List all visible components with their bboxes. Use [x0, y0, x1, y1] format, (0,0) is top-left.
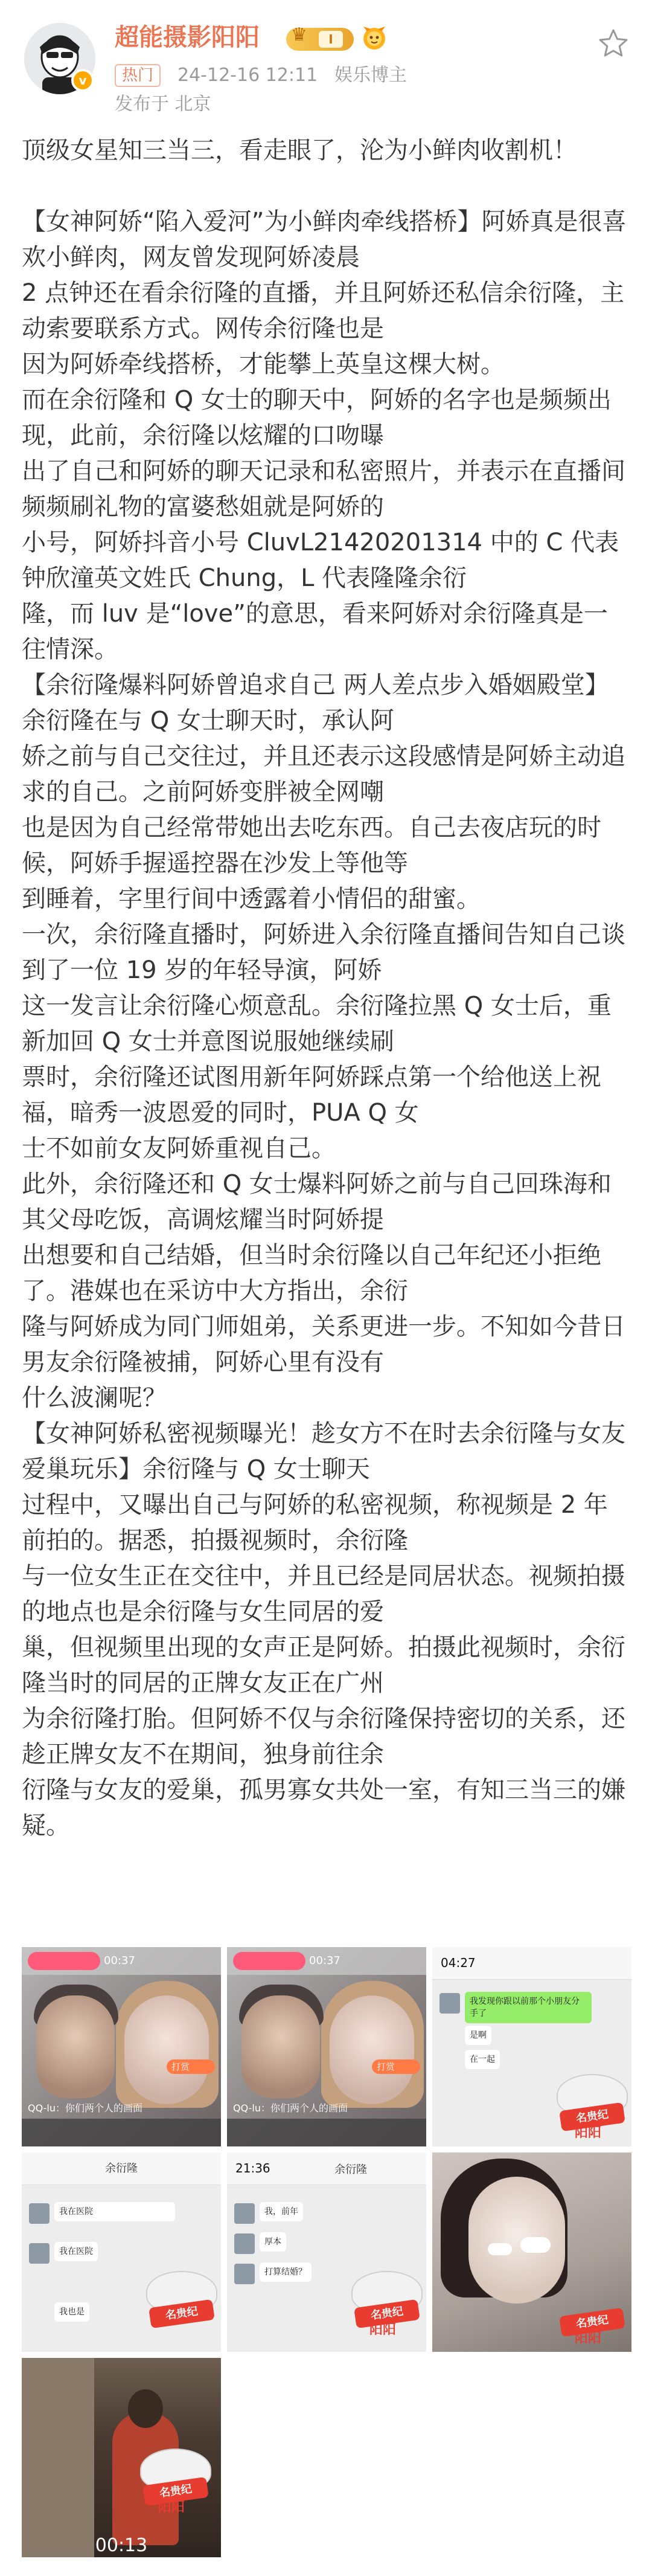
image-livestream-2[interactable] — [227, 1947, 426, 2146]
post-line: 为余衍隆打胎。但阿娇不仅与余衍隆保持密切的关系，还趁正牌女友不在期间，独身前往余 — [22, 1705, 625, 1768]
photo-figure — [124, 1995, 209, 2104]
chat-bubble: 在一起 — [465, 2050, 500, 2069]
watermark-label-text: 名贵纪 — [575, 2313, 610, 2331]
post-line: 顶级女星知三当三，看走眼了，沦为小鲜肉收割机！ — [22, 137, 577, 164]
paragraph-gap — [22, 169, 631, 204]
favorite-star-icon[interactable] — [596, 27, 630, 60]
video-thumbnail[interactable] — [22, 2358, 221, 2557]
watermark — [146, 2271, 217, 2337]
hot-tag: 热门 — [115, 64, 161, 87]
chat-avatar — [29, 2243, 50, 2264]
live-host-pill — [28, 1952, 100, 1970]
live-bottombar — [227, 2119, 426, 2146]
photo-figure — [330, 1995, 414, 2104]
post-location: 发布于 北京 — [115, 94, 211, 115]
watermark-label-text: 名贵纪 — [575, 2108, 610, 2125]
watermark — [351, 2271, 423, 2337]
chat-status-time: 21:36 — [235, 2161, 270, 2175]
watermark-label-text: 名贵纪 — [369, 2305, 404, 2322]
member-level-badge[interactable] — [286, 24, 354, 51]
live-timer: 00:37 — [104, 1954, 135, 1967]
post-line: 【余衍隆爆料阿娇曾追求自己 两人差点步入婚姻殿堂】余衍隆在与 Q 女士聊天时，承认阿 — [22, 671, 609, 735]
live-comment: QQ-lu：你们两个人的画面 — [28, 2102, 142, 2114]
watermark-name: 阳阳 — [575, 2125, 602, 2140]
photo-detail — [520, 2237, 551, 2253]
chat-avatar — [439, 1993, 460, 2014]
crown-icon: ♛ — [291, 24, 307, 45]
verified-badge: v — [71, 69, 94, 92]
chat-title: 余衍隆 — [105, 2162, 138, 2175]
watermark-name: 阳阳 — [158, 2500, 185, 2515]
post-line: 也是因为自己经常带她出去吃东西。自己去夜店玩的时候，阿娇手握遥控器在沙发上等他等 — [22, 814, 601, 877]
post-line: 出想要和自己结婚，但当时余衍隆以自己年纪还小拒绝了。港媒也在采访中大方指出，余衍 — [22, 1241, 601, 1305]
watermark-name: 阳阳 — [575, 2331, 602, 2346]
post-line: 隆与阿娇成为同门师姐弟，关系更进一步。不知如今昔日男友余衍隆被捕，阿娇心里有没有 — [22, 1313, 625, 1376]
watermark-name: 阳阳 — [369, 2322, 397, 2337]
post-line: 这一发言让余衍隆心烦意乱。余衍隆拉黑 Q 女士后，重新加回 Q 女士并意图说服她继续刷 — [22, 992, 612, 1055]
post-line: 到睡着，字里行间中透露着小情侣的甜蜜。 — [22, 885, 481, 913]
image-selfie[interactable] — [432, 2153, 631, 2352]
image-chat-1[interactable] — [432, 1947, 631, 2146]
chat-bubble: 打算结婚？ — [260, 2262, 312, 2282]
post-line: 士不如前女友阿娇重视自己。 — [22, 1135, 336, 1162]
post-line: 与一位女生正在交往中，并且已经是同居状态。视频拍摄的地点也是余衍隆与女生同居的爱 — [22, 1562, 625, 1626]
watermark — [557, 2074, 628, 2140]
live-host-pill — [233, 1952, 305, 1970]
photo-figure — [36, 1995, 115, 2098]
post-line: 【女神阿娇私密视频曝光！趁女方不在时去余衍隆与女友爱巢玩乐】余衍隆与 Q 女士聊天 — [22, 1420, 625, 1483]
post-line: 什么波澜呢？ — [22, 1384, 167, 1412]
chat-bubble: 是啊 — [465, 2026, 491, 2045]
fan-badge-icon[interactable] — [360, 23, 389, 52]
post-header — [0, 0, 652, 130]
watermark-label-text: 名贵纪 — [164, 2305, 199, 2322]
gift-flag-label: 打赏 — [171, 2061, 190, 2072]
author-role: 娱乐博主 — [334, 65, 407, 86]
chat-avatar — [29, 2203, 50, 2224]
chat-bubble: 我也是 — [54, 2302, 89, 2322]
watermark — [557, 2279, 628, 2346]
post-line: 过程中，又曝出自己与阿娇的私密视频，称视频是 2 年前拍的。据悉，拍摄视频时，余衍隆 — [22, 1491, 608, 1554]
chat-avatar — [234, 2203, 255, 2224]
live-comment: QQ-lu：你们两个人的画面 — [233, 2102, 348, 2114]
member-level: I — [319, 31, 343, 48]
video-scene — [22, 2358, 94, 2557]
live-bottombar — [22, 2119, 221, 2146]
chat-bubble: 我发现你跟以前那个小朋友分手了 — [465, 1992, 592, 2023]
watermark — [140, 2449, 211, 2515]
post-line: 此外，余衍隆还和 Q 女士爆料阿娇之前与自己回珠海和其父母吃饭，高调炫耀当时阿娇提 — [22, 1170, 612, 1234]
post-line: 巢，但视频里出现的女声正是阿娇。拍摄此视频时，余衍隆当时的同居的正牌女友正在广州 — [22, 1634, 625, 1697]
post-line: 娇之前与自己交往过，并且还表示这段感情是阿娇主动追求的自己。之前阿娇变胖被全网嘲 — [22, 742, 625, 806]
chat-status-time: 04:27 — [441, 1956, 476, 1970]
live-timer: 00:37 — [309, 1954, 340, 1967]
chat-bubble: 我，前年 — [260, 2202, 303, 2221]
post-line: 小号，阿娇抖音小号 CluvL21420201314 中的 C 代表钟欣潼英文姓氏 Chung，L 代表隆隆余衍 — [22, 529, 619, 592]
post-line: 2 点钟还在看余衍隆的直播，并且阿娇还私信余衍隆，主动索要联系方式。网传余衍隆也是 — [22, 279, 625, 343]
chat-bubble: 我在医院 — [54, 2242, 98, 2261]
post-line: 【女神阿娇“陷入爱河”为小鲜肉牵线搭桥】阿娇真是很喜欢小鲜肉，网友曾发现阿娇凌晨 — [22, 208, 627, 271]
image-chat-3[interactable] — [227, 2153, 426, 2352]
chat-bubble: 厚本 — [260, 2232, 286, 2252]
photo-figure — [241, 1995, 320, 2098]
post-line: 而在余衍隆和 Q 女士的聊天中，阿娇的名字也是频频出现，此前，余衍隆以炫耀的口吻曝 — [22, 386, 612, 449]
post-line: 一次，余衍隆直播时，阿娇进入余衍隆直播间告知自己谈到了一位 19 岁的年轻导演，阿娇 — [22, 921, 625, 984]
post-line: 衍隆与女友的爱巢，孤男寡女共处一室，有知三当三的嫌疑。 — [22, 1776, 625, 1840]
image-grid — [22, 1947, 631, 2572]
username[interactable]: 超能摄影阳阳 — [115, 24, 260, 51]
chat-avatar — [234, 2264, 255, 2284]
post-line: 隆，而 luv 是“love”的意思，看来阿娇对余衍隆真是一往情深。 — [22, 600, 608, 663]
video-figure — [128, 2389, 163, 2428]
image-livestream-1[interactable] — [22, 1947, 221, 2146]
post-line: 票时，余衍隆还试图用新年阿娇踩点第一个给他送上祝福，暗秀一波恩爱的同时，PUA Q 女 — [22, 1063, 601, 1127]
chat-avatar — [234, 2233, 255, 2254]
photo-detail — [488, 2243, 512, 2255]
video-duration: 00:13 — [95, 2535, 148, 2556]
post-content — [22, 133, 631, 1844]
post-line: 出了自己和阿娇的聊天记录和私密照片，并表示在直播间频频刷礼物的富婆愁姐就是阿娇的 — [22, 457, 625, 521]
chat-title: 余衍隆 — [334, 2163, 367, 2176]
watermark-label-text: 名贵纪 — [158, 2482, 193, 2500]
gift-flag-label: 打赏 — [377, 2061, 395, 2072]
chat-bubble: 我在医院 — [54, 2202, 175, 2221]
post-time: 24-12-16 12:11 — [177, 65, 318, 86]
image-chat-2[interactable] — [22, 2153, 221, 2352]
photo-figure — [468, 2177, 565, 2304]
post-line: 因为阿娇牵线搭桥，才能攀上英皇这棵大树。 — [22, 350, 505, 378]
